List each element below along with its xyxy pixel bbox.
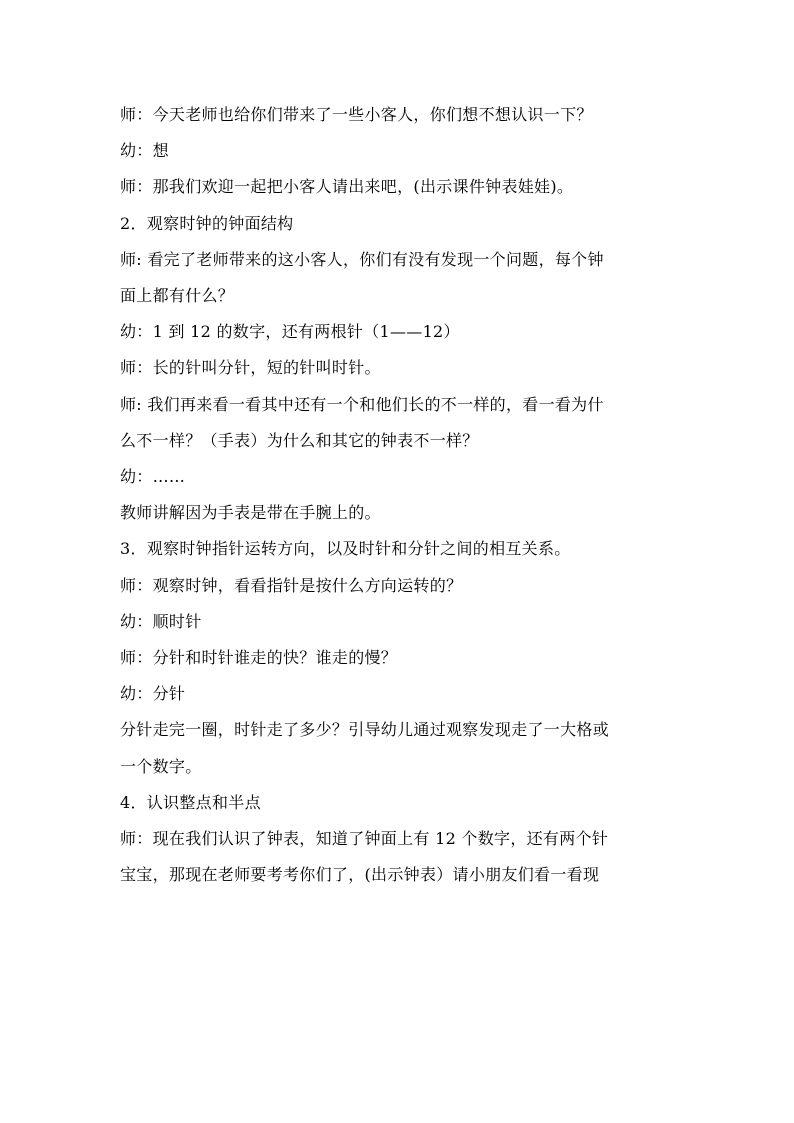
text-line-10: 么不一样？（手表）为什么和其它的钟表不一样？ [120,430,479,450]
text-line-6: 面上都有什么？ [120,286,235,306]
text-line-5: 师: 看完了老师带来的这小客人，你们有没有发现一个问题，每个钟 [120,249,604,269]
text-line-18: 分针走完一圈，时针走了多少？引导幼儿通过观察发现走了一大格或 [120,720,610,740]
section-heading-2: 2．观察时钟的钟面结构 [120,213,294,233]
text-line-8: 师：长的针叫分针，短的针叫时针。 [120,358,381,378]
text-line-11: 幼：…… [120,467,186,487]
text-line-19: 一个数字。 [120,756,202,776]
section-heading-3: 3．观察时钟指针运转方向，以及时针和分针之间的相互关系。 [120,539,571,559]
text-line-1: 师：今天老师也给你们带来了一些小客人，你们想不想认识一下？ [120,105,593,124]
text-line-21: 师：现在我们认识了钟表，知道了钟面上有 12 个数字，还有两个针 [120,829,609,849]
text-line-22: 宝宝，那现在老师要考考你们了，(出示钟表）请小朋友们看一看现 [120,865,600,885]
document-body [120,97,680,893]
text-line-3: 师：那我们欢迎一起把小客人请出来吧，(出示课件钟表娃娃)。 [120,177,574,197]
text-line-7: 幼：1 到 12 的数字，还有两根针（1——12） [120,322,460,342]
text-line-17: 幼：分针 [120,684,186,704]
text-line-15: 幼：顺时针 [120,611,202,631]
text-line-9: 师: 我们再来看一看其中还有一个和他们长的不一样的，看一看为什 [120,394,604,414]
text-line-16: 师：分针和时针谁走的快？谁走的慢？ [120,648,398,668]
text-line-2: 幼：想 [120,141,169,161]
text-line-14: 师：观察时钟，看看指针是按什么方向运转的？ [120,575,463,595]
section-heading-4: 4．认识整点和半点 [120,792,261,812]
text-line-12: 教师讲解因为手表是带在手腕上的。 [120,503,381,523]
